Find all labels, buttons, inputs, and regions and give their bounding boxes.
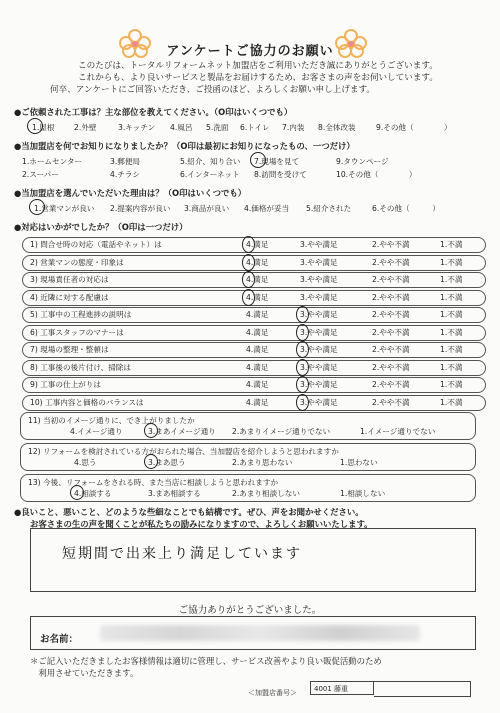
q4-rating-label: 5) 工事中の工程進捗の説明は [30, 310, 132, 319]
q1-option-3[interactable]: 3.キッチン [118, 123, 156, 132]
q1-option-8[interactable]: 8.全体改装 [318, 123, 356, 132]
q4-rating-option[interactable]: 2.やや不満 [372, 362, 410, 372]
q2-option-5[interactable]: 5.紹介、知り合い [180, 157, 241, 166]
q4-rating-label: 4) 近隣に対する配慮は [30, 292, 109, 302]
q4-rating-row [22, 376, 492, 394]
q4-rating-option[interactable]: 1.不満 [440, 310, 463, 319]
q4-rating-option[interactable]: 1.不満 [440, 362, 463, 372]
q2-option-7[interactable]: 7.現場を見て [254, 157, 300, 166]
q4-rating-label: 8) 工事後の後片付け、掃除は [30, 362, 132, 372]
q4-rating-option[interactable]: 3.やや満足 [300, 257, 338, 267]
q4-sub11-option-2[interactable]: 2.あまりイメージ通りでない [232, 427, 331, 436]
q4-rating-option[interactable]: 2.やや不満 [372, 345, 410, 354]
q1-option-1[interactable]: 1.屋根 [32, 123, 55, 132]
store-code: 4001 藤重 [310, 681, 374, 695]
q4-rating-option[interactable]: 2.やや不満 [372, 327, 410, 337]
q4-rating-selected-circle [296, 306, 309, 323]
q4-rating-option[interactable]: 1.不満 [440, 327, 463, 337]
q4-rating-option[interactable]: 1.不満 [440, 380, 463, 389]
q4-rating-selected-circle [242, 289, 255, 306]
q4-rating-row [22, 359, 492, 377]
q4-rating-label: 1) 問合せ時の対応（電話やネット）は [30, 240, 162, 249]
q4-rating-option[interactable]: 3.やや満足 [300, 275, 338, 284]
q4-sub13-label: 13) 今後、リフォームをされる時、また当店に相談しようと思われますか [28, 478, 279, 487]
q4-sub11-label: 11) 当初のイメージ通りに、でき上がりましたか [28, 416, 195, 425]
q4-rating-option[interactable]: 4.満足 [246, 292, 269, 302]
q4-rating-option[interactable]: 2.やや不満 [372, 240, 410, 249]
redacted-name [100, 625, 420, 641]
q4-rating-label: 3) 現場責任者の対応は [30, 275, 109, 284]
q4-rating-row [22, 289, 492, 307]
q1-title: ●ご依頼された工事は？主な部位を教えてください。（O印はいくつでも） [14, 107, 293, 117]
q4-rating-option[interactable]: 1.不満 [440, 240, 463, 249]
q4-rating-option[interactable]: 4.満足 [246, 327, 269, 337]
q2-option-6[interactable]: 6.インターネット [180, 170, 240, 179]
q4-sub12-option-3[interactable]: 3.まあ思う [148, 458, 186, 467]
q4-rating-selected-circle [296, 324, 309, 341]
q3-title: ●当加盟店を選んでいただいた理由は？（O印はいくつでも） [14, 188, 247, 198]
q1-selected-circle [27, 118, 43, 134]
q5-title-2: お客さまの生の声を聞くことが私たちの励みになりますので、よろしくお願いいたします。 [30, 519, 373, 529]
q4-sub13-option-4[interactable]: 4.相談する [74, 489, 112, 498]
q4-rating-option[interactable]: 2.やや不満 [372, 310, 410, 319]
q4-rating-label: 7) 現場の整理・整頓は [30, 345, 109, 354]
q4-rating-option[interactable]: 1.不満 [440, 257, 463, 267]
q4-rating-option[interactable]: 3.やや満足 [300, 362, 338, 372]
q3-option-3[interactable]: 3.商品が良い [184, 204, 230, 213]
q4-rating-label: 2) 営業マンの態度・印象は [30, 257, 124, 267]
q1-option-4[interactable]: 4.風呂 [170, 123, 193, 132]
q4-rating-option[interactable]: 4.満足 [246, 275, 269, 284]
q4-sub13-selected-circle [70, 485, 84, 500]
q4-rating-option[interactable]: 2.やや不満 [372, 292, 410, 302]
q3-selected-circle [29, 199, 45, 215]
intro-line-2: これからも、より良いサービスと製品をお届けするため、お客さまの声をお伺いしています。 [78, 73, 438, 83]
q4-rating-option[interactable]: 1.不満 [440, 275, 463, 284]
q4-rating-row [22, 236, 492, 254]
q2-option-4[interactable]: 4.チラシ [110, 170, 141, 179]
q4-rating-row [22, 271, 492, 289]
q4-rating-option[interactable]: 2.やや不満 [372, 397, 410, 407]
q4-rating-option[interactable]: 1.不満 [440, 345, 463, 354]
q2-option-1[interactable]: 1.ホームセンター [22, 157, 83, 166]
q2-option-9[interactable]: 9.タウンページ [336, 157, 389, 166]
q3-option-6[interactable]: 6.その他（ ） [372, 204, 440, 213]
q4-sub13-option-1[interactable]: 1.相談しない [340, 489, 386, 498]
q4-rating-option[interactable]: 2.やや不満 [372, 275, 410, 284]
q4-rating-option[interactable]: 4.満足 [246, 240, 269, 249]
q4-rating-selected-circle [242, 236, 255, 253]
q2-selected-circle [250, 152, 266, 168]
q1-option-6[interactable]: 6.トイレ [240, 123, 270, 132]
q4-sub12-option-2[interactable]: 2.あまり思わない [232, 458, 293, 467]
thanks-text: ご協力ありがとうございました。 [178, 605, 322, 616]
store-code-extra-box [374, 681, 471, 697]
q4-rating-option[interactable]: 4.満足 [246, 380, 269, 389]
q4-rating-option[interactable]: 1.不満 [440, 397, 463, 407]
q2-option-2[interactable]: 2.スーパー [22, 170, 59, 179]
q4-rating-option[interactable]: 3.やや満足 [300, 380, 338, 389]
q4-rating-row [22, 394, 492, 412]
q3-option-2[interactable]: 2.提案内容が良い [110, 204, 171, 213]
q4-sub11-selected-circle [144, 423, 158, 438]
q4-sub13-option-2[interactable]: 2.あまり相談しない [232, 489, 300, 498]
q4-sub12-selected-circle [144, 454, 158, 469]
q4-rating-label: 6) 工事スタッフのマナーは [30, 327, 124, 337]
q4-sub11-option-3[interactable]: 3.まあイメージ通り [148, 427, 216, 436]
q4-rating-option[interactable]: 3.やや満足 [300, 397, 338, 407]
q4-sub12-option-4[interactable]: 4.思う [74, 458, 97, 467]
page-title: アンケートご協力のお願い [166, 44, 334, 59]
q4-rating-option[interactable]: 3.やや満足 [300, 345, 338, 354]
handwritten-comment: 短期間で出来上り満足しています [62, 546, 302, 562]
q1-option-9[interactable]: 9.その他（ ） [376, 123, 452, 132]
q4-rating-option[interactable]: 3.やや満足 [300, 310, 338, 319]
intro-line-3: 何卒、アンケートにご回答いただき、ご投函のほど、よろしくお願い申し上げます。 [50, 85, 376, 95]
q4-rating-option[interactable]: 2.やや不満 [372, 257, 410, 267]
q4-rating-selected-circle [242, 271, 255, 288]
footer-line-2: 利用させていただきます。 [30, 668, 139, 678]
q1-option-5[interactable]: 5.洗面 [206, 123, 229, 132]
q2-option-3[interactable]: 3.郵便局 [110, 157, 141, 166]
q4-sub11-option-4[interactable]: 4.イメージ通り [70, 427, 123, 436]
q4-rating-selected-circle [296, 359, 309, 376]
q1-option-7[interactable]: 7.内装 [282, 123, 305, 132]
q4-rating-option[interactable]: 4.満足 [246, 257, 269, 267]
q4-rating-option[interactable]: 2.やや不満 [372, 380, 410, 389]
q4-rating-row [22, 306, 492, 324]
q4-rating-selected-circle [296, 341, 309, 358]
q4-rating-option[interactable]: 4.満足 [246, 345, 269, 354]
q4-rating-option[interactable]: 4.満足 [246, 397, 269, 407]
q4-title: ●対応はいかがでしたか？（O印は一つだけ） [14, 222, 188, 232]
store-code-label: ＜加盟店番号＞ [248, 689, 297, 697]
footer-line-1: ＊ご記入いただきましたお客様情報は適切に管理し、サービス改善やより良い販促活動のため [30, 656, 382, 666]
q5-title: ●良いこと、悪いこと、どのような些細なことでも結構です。ぜひ、声をお聞かせください。 [14, 507, 364, 517]
q4-rating-option[interactable]: 3.やや満足 [300, 327, 338, 337]
q4-sub11-option-1[interactable]: 1.イメージ通りでない [360, 427, 436, 436]
q2-option-10[interactable]: 10.その他（ ） [336, 170, 417, 179]
q4-rating-label: 9) 工事の仕上がりは [30, 380, 101, 389]
q4-rating-option[interactable]: 3.やや満足 [300, 292, 338, 302]
q3-option-4[interactable]: 4.価格が妥当 [244, 204, 290, 213]
q4-rating-label: 10) 工事内容と価格のバランスは [30, 397, 144, 407]
q2-title: ●当加盟店を何でお知りになりましたか？（O印は最初にお知りになったもの、一つだけ） [14, 141, 355, 151]
q4-rating-option[interactable]: 1.不満 [440, 292, 463, 302]
q4-rating-selected-circle [242, 254, 255, 271]
intro-line-1: このたびは、トータルリフォームネット加盟店をご利用いただき誠にありがとうございます。 [78, 61, 438, 71]
q3-option-1[interactable]: 1.営業マンが良い [34, 204, 95, 213]
q4-rating-option[interactable]: 3.やや満足 [300, 240, 338, 249]
q4-rating-row [22, 324, 492, 342]
q4-sub12-label: 12) リフォームを検討されている方がおられた場合、当加盟店を紹介しようと思われますか [28, 447, 339, 456]
q4-rating-row [22, 341, 492, 359]
q3-option-5[interactable]: 5.紹介された [306, 204, 352, 213]
q4-sub13-option-3[interactable]: 3.まあ相談する [148, 489, 201, 498]
q2-option-8[interactable]: 8.訪問を受けて [254, 170, 307, 179]
q4-rating-row [22, 254, 492, 272]
q4-sub12-option-1[interactable]: 1.思わない [340, 458, 378, 467]
q4-rating-selected-circle [296, 376, 309, 393]
q4-rating-option[interactable]: 4.満足 [246, 310, 269, 319]
q4-rating-option[interactable]: 4.満足 [246, 362, 269, 372]
q4-rating-selected-circle [296, 394, 309, 411]
q1-option-2[interactable]: 2.外壁 [74, 123, 97, 132]
name-label: お名前： [40, 634, 79, 645]
